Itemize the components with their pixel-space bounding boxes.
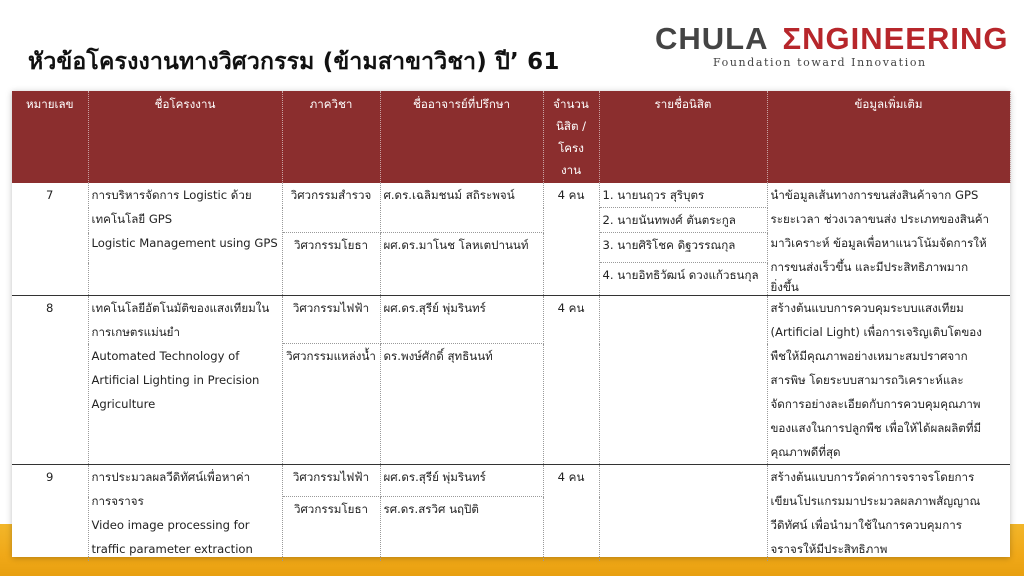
department: วิศวกรรมไฟฟ้า [282,296,380,344]
department: วิศวกรรมโยธา [282,233,380,296]
advisor: ดร.พงษ์ศักดิ์ สุทธินนท์ [380,344,543,465]
project-info [767,296,1010,465]
info-line: ระยะเวลา ช่วงเวลาขนส่ง ประเภทของสินค้า [770,212,990,226]
project-name-en: Agriculture [91,397,156,411]
info-line: จราจรให้มีประสิทธิภาพ [770,542,888,556]
project-info [767,183,1010,296]
header-project-name: ชื่อโครงงาน [88,91,282,183]
department: วิศวกรรมสำรวจ [282,183,380,233]
header-info: ข้อมูลเพิ่มเติม [767,91,1010,183]
info-line: นำข้อมูลเส้นทางการขนส่งสินค้าจาก GPS [770,188,979,202]
project-name-en: Artificial Lighting in Precision [91,373,260,387]
info-line: (Artificial Light) เพื่อการเจริญเติบโตของ [770,325,982,339]
logo-engineering-text: ΣNGINEERING [782,21,1009,56]
project-name-th: การเกษตรแม่นยำ [91,325,180,339]
info-line: จัดการอย่างละเอียดกับการควบคุมคุณภาพ [770,397,981,411]
department: วิศวกรรมไฟฟ้า [282,465,380,497]
project-table [12,91,1011,561]
department: วิศวกรรมแหล่งน้ำ [282,344,380,465]
advisor: ผศ.ดร.สุรีย์ พุ่มรินทร์ [380,296,543,344]
info-line: คุณภาพดีที่สุด [770,445,841,459]
advisor: ศ.ดร.เฉลิมชนม์ สถิระพจน์ [380,183,543,233]
advisor: รศ.ดร.สรวิศ นฤปิติ [380,497,543,562]
project-id: 7 [12,183,88,296]
student-name: 2. นายนันทพงศ์ ตันตระกูล [599,208,767,233]
student-name: 1. นายนฤวร สุริบุตร [599,183,767,208]
project-name [88,183,282,296]
page-title: หัวข้อโครงงานทางวิศวกรรม (ข้ามสาขาวิชา) ปี’ 61 [28,49,560,75]
info-line: ยิ่งขึ้น [770,280,799,294]
project-name-en: Video image processing for [91,518,250,532]
table-header-row [12,91,1010,183]
header-department: ภาควิชา [282,91,380,183]
header-id: หมายเลข [12,91,88,183]
logo-tagline: Foundation toward Innovation [713,56,927,69]
students-cell [599,465,767,562]
info-line: พืชให้มีคุณภาพอย่างเหมาะสมปราศจาก [770,349,968,363]
info-line: มาวิเคราะห์ ข้อมูลเพื่อหาแนวโน้มจัดการให้ [770,236,987,250]
info-line: สารพิษ โดยระบบสามารถวิเคราะห์และ [770,373,964,387]
project-name-th: การจราจร [91,494,144,508]
project-name-th: เทคโนโลยีอัตโนมัติของแสงเทียมใน [91,301,270,315]
student-count: 4 คน [543,296,599,465]
info-line: วีดิทัศน์ เพื่อนำมาใช้ในการควบคุมการ [770,518,962,532]
project-name-th: การประมวลผลวีดิทัศน์เพื่อหาค่า [91,470,251,484]
project-name-en: Automated Technology of [91,349,240,363]
header-advisor: ชื่ออาจารย์ที่ปรึกษา [380,91,543,183]
info-line: สร้างต้นแบบการควบคุมระบบแสงเทียม [770,301,964,315]
student-count: 4 คน [543,465,599,562]
department: วิศวกรรมโยธา [282,497,380,562]
student-count: 4 คน [543,183,599,296]
project-id: 9 [12,465,88,562]
table-row [12,183,1010,208]
student-name: 4. นายอิทธิวัฒน์ ดวงแก้วธนกุล [599,263,767,296]
logo-chula-text: CHULA [655,21,769,56]
chula-engineering-logo [655,21,1009,72]
project-table-card [12,91,1010,557]
info-line: ของแสงในการปลูกพืช เพื่อให้ได้ผลผลิตที่มี [770,421,982,435]
info-line: การขนส่งเร็วขึ้น และมีประสิทธิภาพมาก [770,260,969,274]
project-id: 8 [12,296,88,465]
students-cell [599,296,767,465]
info-line: สร้างต้นแบบการวัดค่าการจราจรโดยการ [770,470,975,484]
advisor: ผศ.ดร.สุรีย์ พุ่มรินทร์ [380,465,543,497]
project-name-th: การบริหารจัดการ Logistic ด้วยเทคโนโลยี GPS [91,188,252,226]
advisor: ผศ.ดร.มาโนช โลหเตปานนท์ [380,233,543,296]
table-row [12,296,1010,344]
table-row [12,465,1010,497]
project-name [88,465,282,562]
student-name: 3. นายศิริโชค ดิฐวรรณกุล [599,233,767,263]
project-name-en: traffic parameter extraction [91,542,253,556]
info-line: เขียนโปรแกรมมาประมวลผลภาพสัญญาณ [770,494,981,508]
project-info [767,465,1010,562]
header-count: จำนวน นิสิต / โครงงาน [543,91,599,183]
project-name [88,296,282,465]
header-students: รายชื่อนิสิต [599,91,767,183]
project-name-en: Logistic Management using GPS [91,236,278,250]
